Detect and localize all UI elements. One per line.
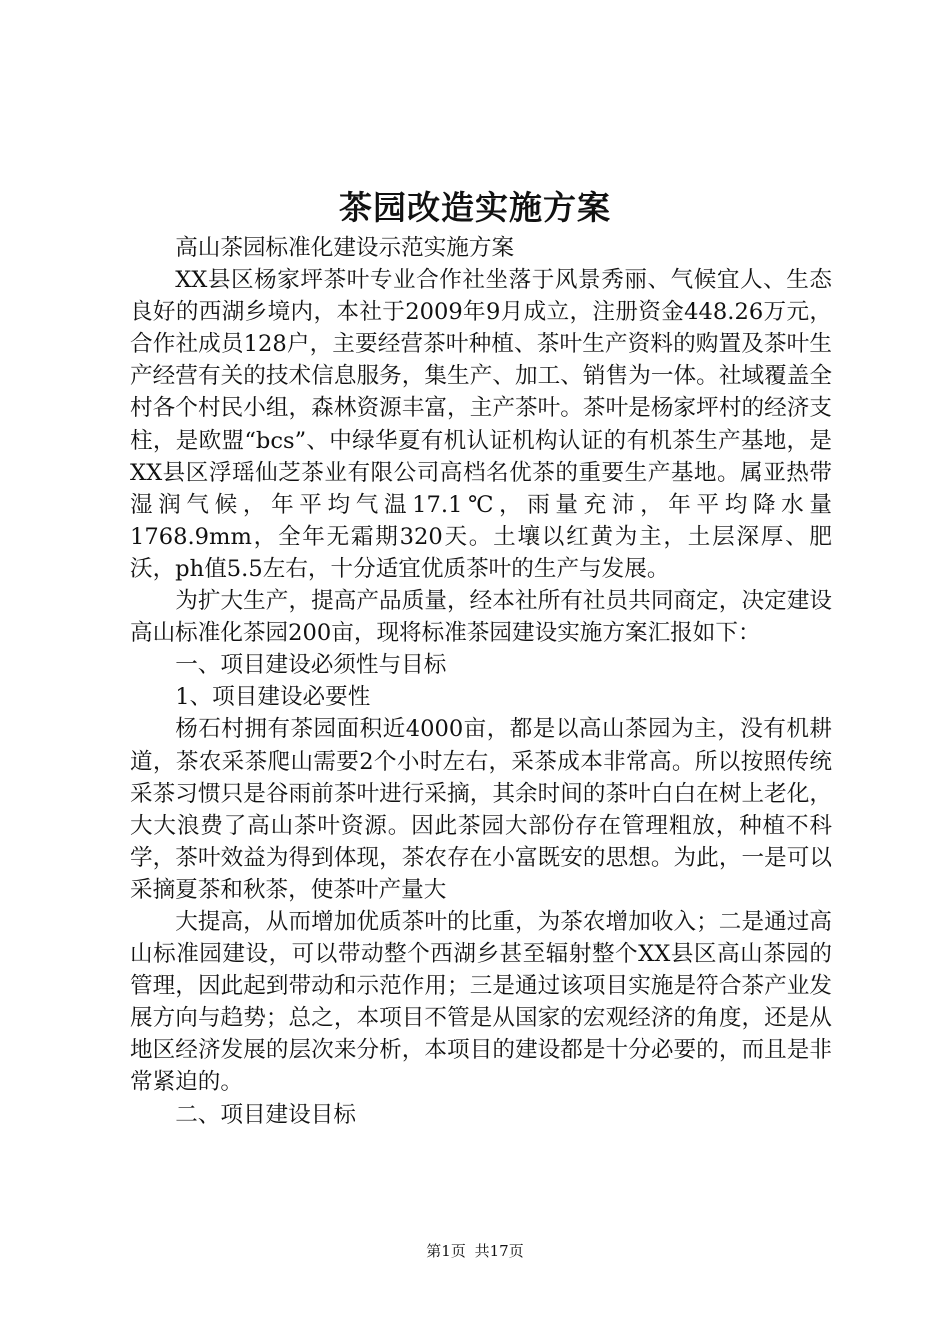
subtitle-paragraph: 高山茶园标准化建设示范实施方案 — [175, 235, 515, 261]
section-heading: 一、项目建设必须性与目标 — [175, 652, 447, 679]
document-title: 茶园改造实施方案 — [339, 188, 611, 227]
body-paragraph: 杨石村拥有茶园面积近4000亩，都是以高山茶园为主，没有机耕道，茶农采茶爬山需要2个小时左右，采茶成本非常高。所以按照传统采茶习惯只是谷雨前茶叶进行采摘，其余时间的茶叶白白在树上老化，大大浪费了高山茶叶资源。因此茶园大部份存在管理粗放，种植不科学，茶叶效益为得到体现，茶农存在小富既安的思想。为此，一是可以采摘夏茶和秋茶，使茶叶产量大 — [130, 716, 832, 903]
page-footer: 第1页 共17页 — [426, 1242, 524, 1260]
body-paragraph: XX县区杨家坪茶叶专业合作社坐落于风景秀丽、气候宜人、生态良好的西湖乡境内，本社于2009年9月成立，注册资金448.26万元，合作社成员128户，主要经营茶叶种植、茶叶生产资料的购置及茶叶生产经营有关的技术信息服务，集生产、加工、销售为一体。社域覆盖全村各个村民小组，森林资源丰富，主产茶叶。茶叶是杨家坪村的经济支柱，是欧盟“bcs”、中绿华夏有机认证机构认证的有机茶生产基地，是XX县区浮瑶仙芝茶业有限公司高档名优茶的重要生产基地。属亚热带湿润气候，年平均气温17.1℃，雨量充沛，年平均降水量1768.9mm，全年无霜期320天。土壤以红黄为主，土层深厚、肥沃，ph值5.5左右，十分适宜优质茶叶的生产与发展。 — [130, 267, 832, 582]
document-body — [130, 232, 832, 1131]
body-paragraph: 为扩大生产，提高产品质量，经本社所有社员共同商定，决定建设高山标准化茶园200亩，现将标准茶园建设实施方案汇报如下： — [130, 588, 832, 647]
subsection-heading: 1、项目建设必要性 — [175, 684, 371, 711]
body-paragraph: 大提高，从而增加优质茶叶的比重，为茶农增加收入；二是通过高山标准园建设，可以带动整个西湖乡甚至辐射整个XX县区高山茶园的管理，因此起到带动和示范作用；三是通过该项目实施是符合茶产业发展方向与趋势；总之，本项目不管是从国家的宏观经济的角度，还是从地区经济发展的层次来分析，本项目的建设都是十分必要的，而且是非常紧迫的。 — [130, 908, 832, 1096]
section-heading: 二、项目建设目标 — [175, 1101, 356, 1128]
